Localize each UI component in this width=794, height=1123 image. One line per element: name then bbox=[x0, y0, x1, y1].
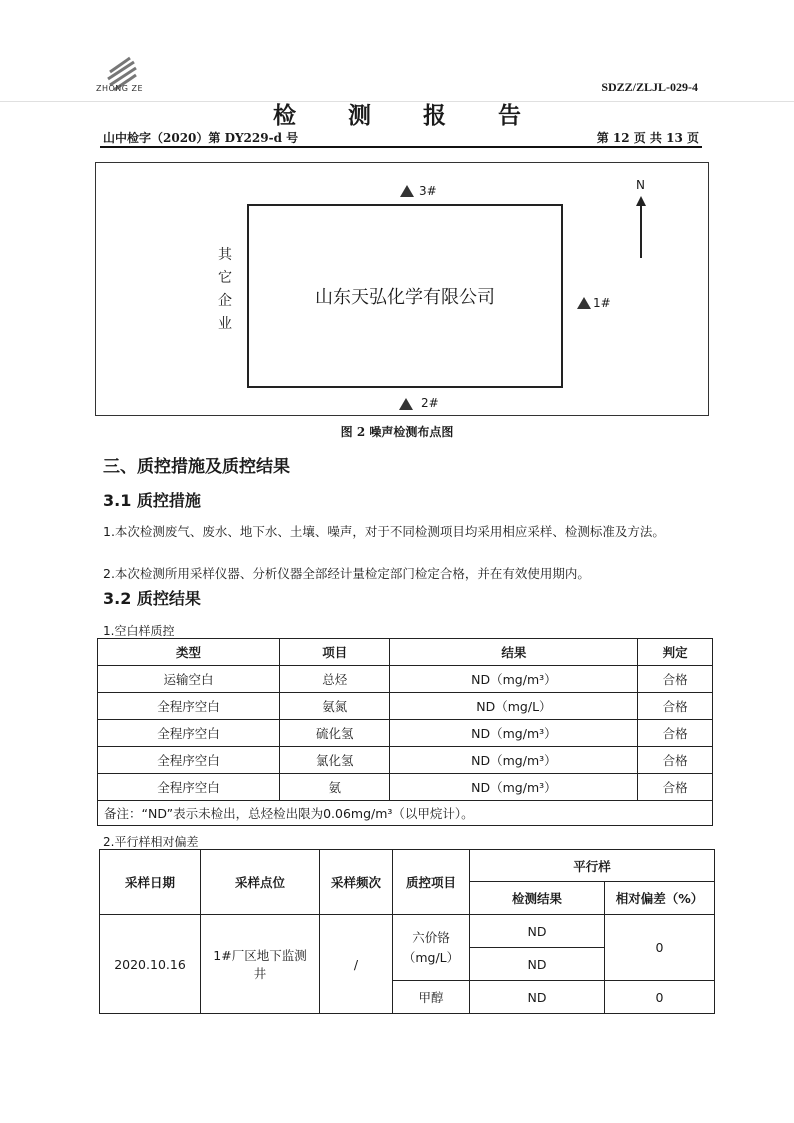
cell-result: ND（mg/m³） bbox=[390, 747, 638, 774]
header-result: 结果 bbox=[390, 639, 638, 666]
page-title: 检 测 报 告 bbox=[272, 102, 544, 129]
point-1-label: 1# bbox=[593, 296, 611, 310]
cell-item: 硫化氢 bbox=[280, 720, 390, 747]
cell-result: ND（mg/L） bbox=[390, 693, 638, 720]
point-3-label: 3# bbox=[419, 184, 437, 198]
table-row bbox=[98, 666, 713, 693]
cell-judgement: 合格 bbox=[638, 666, 713, 693]
page-info: 第 12 页 共 13 页 bbox=[596, 131, 699, 145]
cell-site: 1#厂区地下监测井 bbox=[201, 915, 320, 1014]
cell-item: 氨 bbox=[280, 774, 390, 801]
cell-result: ND bbox=[470, 981, 605, 1014]
header-parallel-group: 平行样 bbox=[470, 850, 715, 882]
table-row bbox=[100, 915, 715, 948]
company-boundary bbox=[247, 204, 563, 388]
point-3-triangle-icon bbox=[400, 185, 414, 197]
table-row bbox=[98, 774, 713, 801]
parallel-sample-table bbox=[99, 849, 715, 1014]
header-site: 采样点位 bbox=[201, 850, 320, 915]
north-arrow-shaft bbox=[640, 204, 642, 258]
table-header-row bbox=[100, 850, 715, 882]
point-2-triangle-icon bbox=[399, 398, 413, 410]
cell-judgement: 合格 bbox=[638, 720, 713, 747]
cell-type: 全程序空白 bbox=[98, 693, 280, 720]
company-name: 山东天弘化学有限公司 bbox=[315, 287, 495, 308]
qc-measure-2: 2.本次检测所用采样仪器、分析仪器全部经计量检定部门检定合格，并在有效使用期内。 bbox=[103, 566, 590, 581]
qc-measure-1: 1.本次检测废气、废水、地下水、土壤、噪声，对于不同检测项目均采用相应采样、检测标准及方法。 bbox=[103, 524, 665, 539]
report-number: 山中检字（2020）第 DY229-d 号 bbox=[103, 131, 299, 145]
cell-type: 全程序空白 bbox=[98, 774, 280, 801]
header-type: 类型 bbox=[98, 639, 280, 666]
blank-table-caption: 1.空白样质控 bbox=[103, 624, 175, 638]
figure-caption: 图 2 噪声检测布点图 bbox=[340, 425, 454, 439]
cell-qc-item-methanol: 甲醇 bbox=[393, 981, 470, 1014]
header-relative-deviation: 相对偏差（%） bbox=[605, 882, 715, 915]
document-code: SDZZ/ZLJL-029-4 bbox=[601, 80, 698, 94]
cell-item: 总烃 bbox=[280, 666, 390, 693]
cell-type: 全程序空白 bbox=[98, 747, 280, 774]
table-note-row bbox=[98, 801, 713, 826]
table-row bbox=[98, 720, 713, 747]
cell-result: ND（mg/m³） bbox=[390, 666, 638, 693]
point-2-label: 2# bbox=[421, 396, 439, 410]
cell-item: 氯化氢 bbox=[280, 747, 390, 774]
header-frequency: 采样频次 bbox=[320, 850, 393, 915]
table-row bbox=[98, 693, 713, 720]
cell-deviation: 0 bbox=[605, 981, 715, 1014]
section-heading: 三、质控措施及质控结果 bbox=[103, 457, 290, 477]
cell-judgement: 合格 bbox=[638, 747, 713, 774]
cell-deviation: 0 bbox=[605, 915, 715, 981]
subsection-heading-3-2: 3.2 质控结果 bbox=[103, 589, 201, 608]
cell-result: ND（mg/m³） bbox=[390, 720, 638, 747]
other-enterprise-label: 其 它 企 业 bbox=[218, 247, 232, 332]
header-item: 项目 bbox=[280, 639, 390, 666]
north-label: N bbox=[636, 178, 645, 192]
cell-qc-item-cr6: 六价铬（mg/L） bbox=[393, 915, 470, 981]
header-date: 采样日期 bbox=[100, 850, 201, 915]
cell-type: 全程序空白 bbox=[98, 720, 280, 747]
title-divider bbox=[100, 146, 702, 148]
blank-sample-table bbox=[97, 638, 713, 826]
subsection-heading-3-1: 3.1 质控措施 bbox=[103, 491, 201, 510]
cell-date: 2020.10.16 bbox=[100, 915, 201, 1014]
header-qc-item: 质控项目 bbox=[393, 850, 470, 915]
cell-judgement: 合格 bbox=[638, 693, 713, 720]
logo-text: ZHONG ZE bbox=[96, 84, 144, 93]
parallel-table-caption: 2.平行样相对偏差 bbox=[103, 835, 199, 849]
cell-item: 氨氮 bbox=[280, 693, 390, 720]
table-note: 备注：“ND”表示未检出，总烃检出限为0.06mg/m³（以甲烷计）。 bbox=[98, 801, 713, 826]
cell-result: ND bbox=[470, 948, 605, 981]
point-1-triangle-icon bbox=[577, 297, 591, 309]
cell-result: ND（mg/m³） bbox=[390, 774, 638, 801]
table-header-row bbox=[98, 639, 713, 666]
header-test-result: 检测结果 bbox=[470, 882, 605, 915]
cell-result: ND bbox=[470, 915, 605, 948]
cell-type: 运输空白 bbox=[98, 666, 280, 693]
header-judgement: 判定 bbox=[638, 639, 713, 666]
cell-judgement: 合格 bbox=[638, 774, 713, 801]
table-row bbox=[98, 747, 713, 774]
cell-frequency: / bbox=[320, 915, 393, 1014]
